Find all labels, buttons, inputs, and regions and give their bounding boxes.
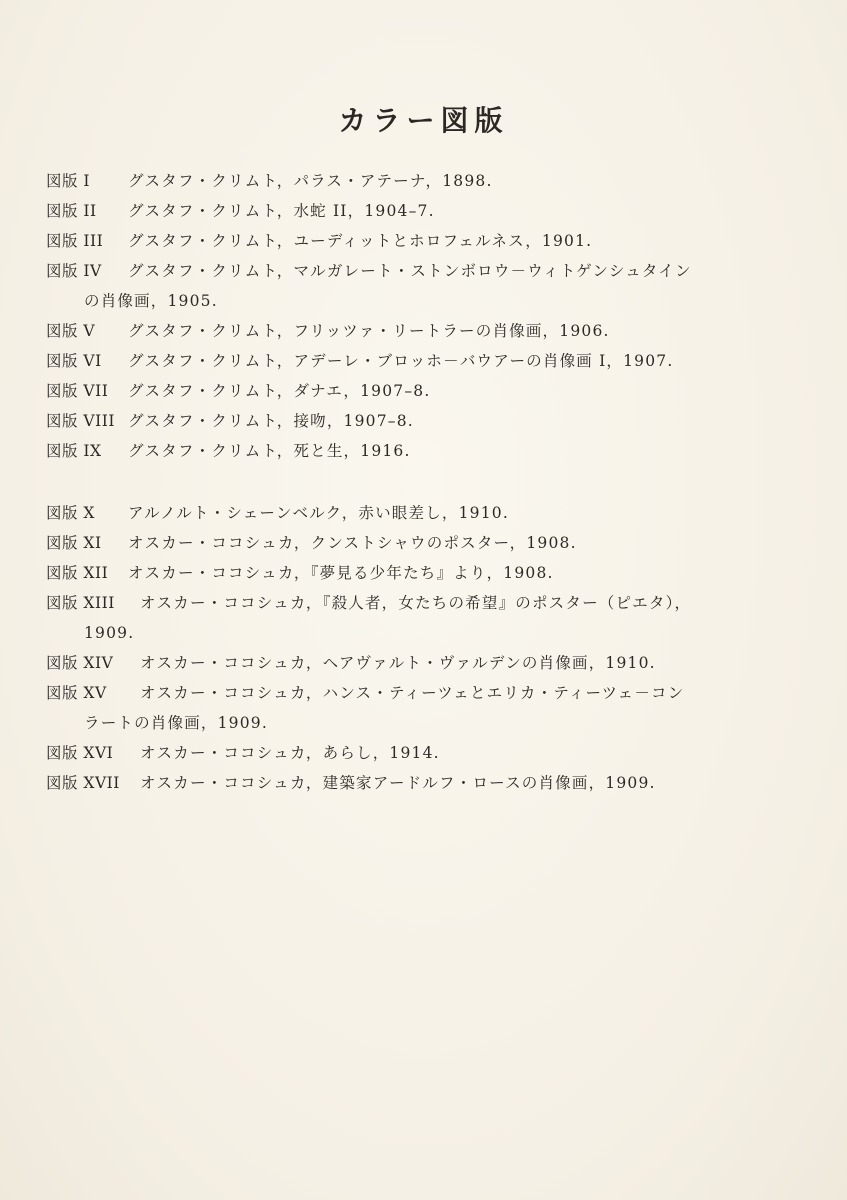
plate-list	[46, 166, 816, 798]
plate-label: 図版 VIII	[46, 412, 115, 430]
plate-entry-13	[46, 588, 816, 648]
plate-entry-11	[46, 528, 816, 558]
plate-caption-continuation: の肖像画，1905.	[84, 292, 218, 310]
plate-label: 図版 II	[46, 202, 97, 220]
plate-entry-2	[46, 196, 816, 226]
plate-caption: グスタフ・クリムト，ダナエ，1907–8.	[128, 382, 431, 400]
page-title: カラー図版	[338, 103, 509, 137]
plate-entry-10	[46, 498, 816, 528]
plate-entry-17	[46, 768, 816, 798]
plate-label: 図版 XIII	[46, 594, 115, 612]
plate-entry-3	[46, 226, 816, 256]
plate-entry-14	[46, 648, 816, 678]
plate-caption: グスタフ・クリムト，フリッツァ・リートラーの肖像画，1906.	[128, 322, 610, 340]
plate-caption: グスタフ・クリムト，パラス・アテーナ，1898.	[128, 172, 493, 190]
plate-label: 図版 XI	[46, 534, 102, 552]
plate-entry-7	[46, 376, 816, 406]
plate-label: 図版 IV	[46, 262, 102, 280]
plate-caption: グスタフ・クリムト，アデーレ・ブロッホ－バウアーの肖像画 I，1907.	[128, 352, 674, 370]
plate-caption: オスカー・ココシュカ，あらし，1914.	[140, 744, 440, 762]
plate-label: 図版 III	[46, 232, 104, 250]
plate-caption: グスタフ・クリムト，マルガレート・ストンボロウ－ウィトゲンシュタイン	[128, 262, 692, 280]
plate-caption: オスカー・ココシュカ，建築家アードルフ・ロースの肖像画，1909.	[140, 774, 656, 792]
plate-caption-continuation: 1909.	[84, 624, 135, 642]
plate-label: 図版 IX	[46, 442, 102, 460]
plate-entry-15	[46, 678, 816, 738]
plate-label: 図版 XVII	[46, 774, 120, 792]
plate-label: 図版 X	[46, 504, 95, 522]
plate-label: 図版 XII	[46, 564, 109, 582]
plate-caption: アルノルト・シェーンベルク，赤い眼差し，1910.	[128, 504, 509, 522]
plate-label: 図版 VII	[46, 382, 109, 400]
plate-entry-8	[46, 406, 816, 436]
plate-caption: グスタフ・クリムト，接吻，1907–8.	[128, 412, 414, 430]
plate-caption: オスカー・ココシュカ，『殺人者，女たちの希望』のポスター（ピエタ），	[140, 594, 692, 612]
plate-entry-6	[46, 346, 816, 376]
plate-caption-continuation: ラートの肖像画，1909.	[84, 714, 268, 732]
plate-caption: グスタフ・クリムト，死と生，1916.	[128, 442, 411, 460]
plate-entry-9	[46, 436, 816, 466]
plate-label: 図版 V	[46, 322, 96, 340]
plate-caption: オスカー・ココシュカ，クンストシャウのポスター，1908.	[128, 534, 577, 552]
plate-entry-4	[46, 256, 816, 316]
plate-label: 図版 I	[46, 172, 91, 190]
plate-caption: グスタフ・クリムト，水蛇 II，1904–7.	[128, 202, 435, 220]
plate-entry-16	[46, 738, 816, 768]
plate-label: 図版 XIV	[46, 654, 114, 672]
plate-entry-5	[46, 316, 816, 346]
plate-caption: グスタフ・クリムト，ユーディットとホロフェルネス，1901.	[128, 232, 593, 250]
plate-label: 図版 VI	[46, 352, 102, 370]
plate-entry-12	[46, 558, 816, 588]
plate-caption: オスカー・ココシュカ，『夢見る少年たち』より，1908.	[128, 564, 554, 582]
plate-entry-1	[46, 166, 816, 196]
plate-label: 図版 XVI	[46, 744, 114, 762]
plate-label: 図版 XV	[46, 684, 107, 702]
plate-caption: オスカー・ココシュカ，ヘアヴァルト・ヴァルデンの肖像画，1910.	[140, 654, 656, 672]
plate-caption: オスカー・ココシュカ，ハンス・ティーツェとエリカ・ティーツェ－コン	[140, 684, 685, 702]
